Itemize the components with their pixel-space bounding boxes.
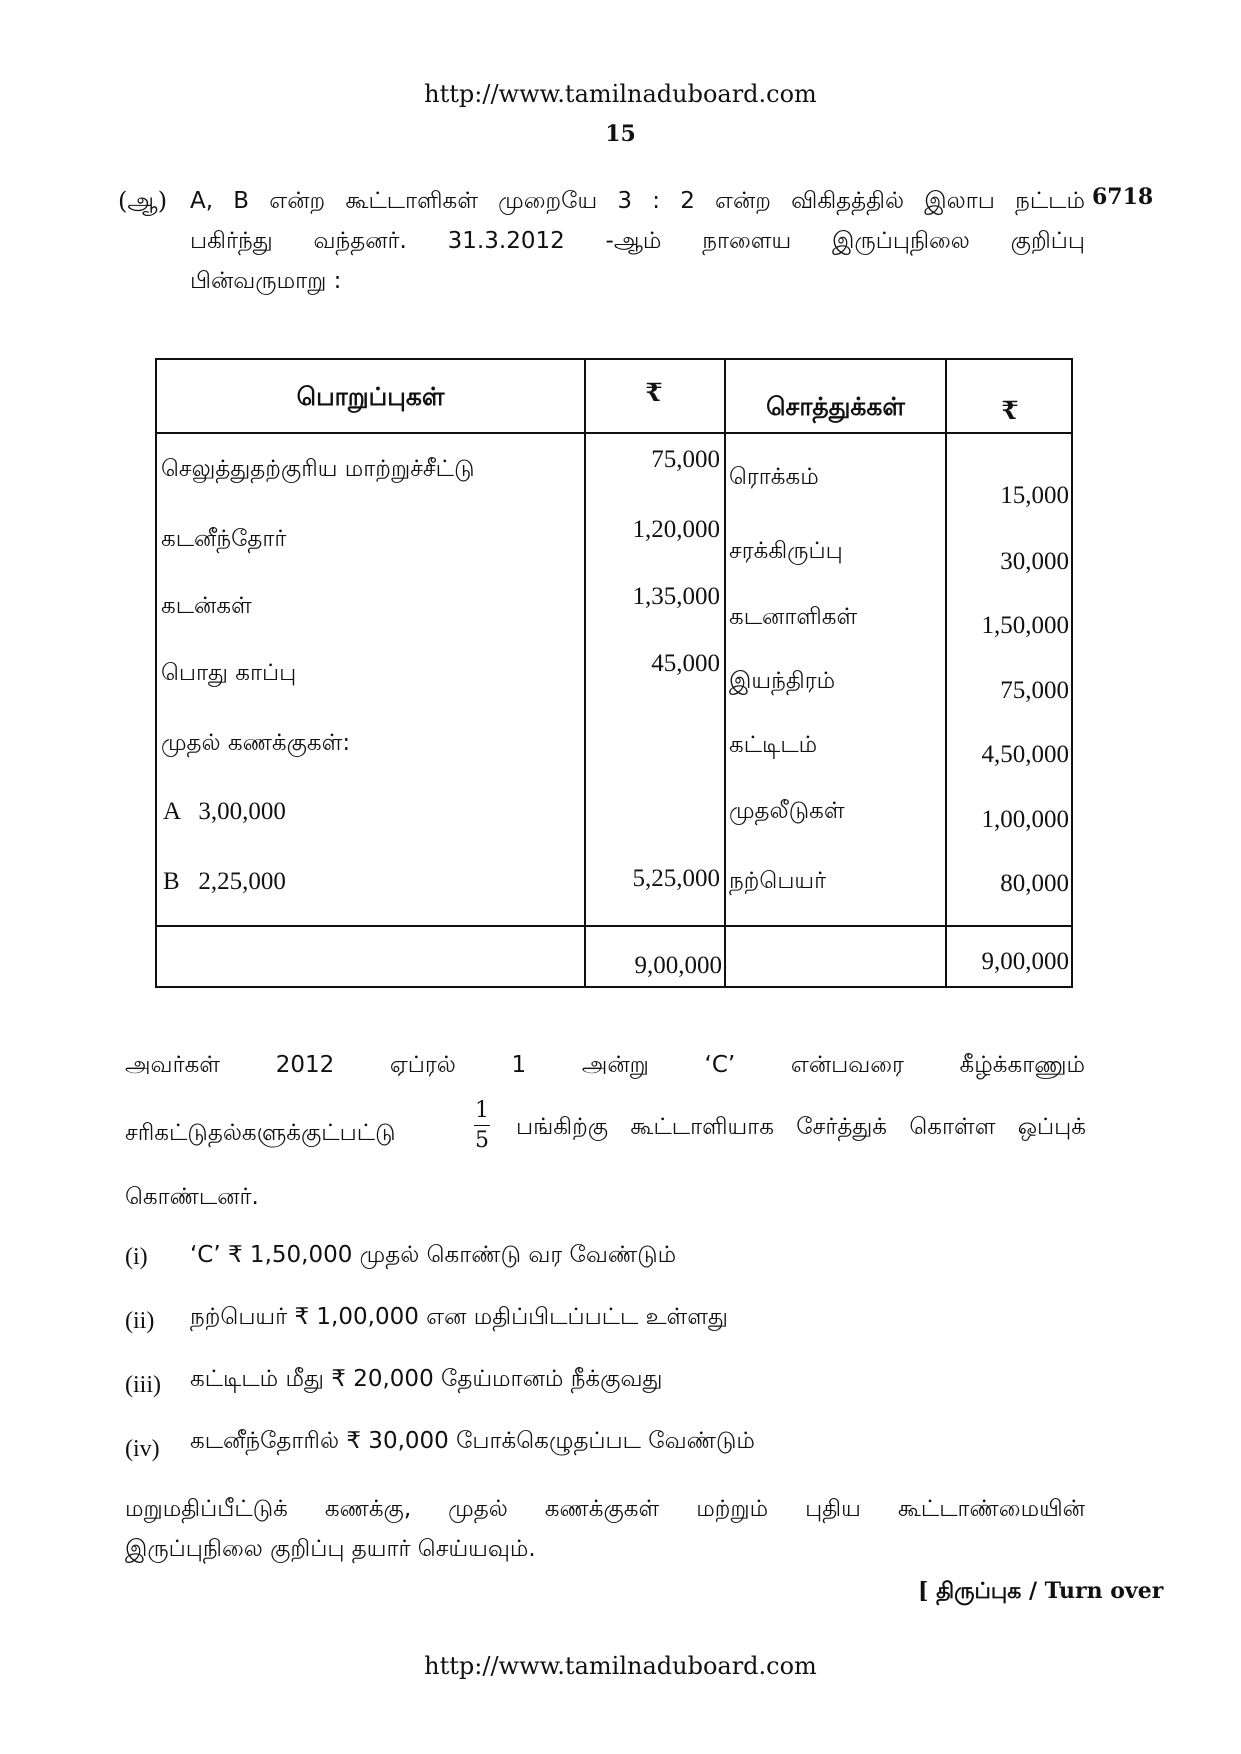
header-url: http://www.tamilnaduboard.com [424, 80, 817, 108]
page-number: 15 [605, 121, 636, 147]
liability-label: B 2,25,000 [163, 868, 286, 895]
asset-label: இயந்திரம் [729, 668, 836, 694]
head-rupee-assets: ₹ [1001, 396, 1019, 425]
balance-sheet-table [155, 358, 1073, 988]
question-intro-line-2: பகிர்ந்து வந்தனர். 31.3.2012 -ஆம் நாளைய இருப்புநிலை குறிப்பு [190, 228, 1085, 254]
asset-amount: 80,000 [1000, 870, 1069, 897]
asset-label: முதலீடுகள் [729, 798, 845, 824]
condition-text: கடனீந்தோரில் ₹ 30,000 போக்கெழுதப்பட வேண்டும் [190, 1428, 755, 1454]
liability-label: கடனீந்தோர் [161, 526, 287, 552]
condition-text: நற்பெயர் ₹ 1,00,000 என மதிப்பிடப்பட்ட உள்ளது [190, 1304, 728, 1330]
closing-line-1: மறுமதிப்பீட்டுக் கணக்கு, முதல் கணக்குகள் மற்றும் புதிய கூட்டாண்மையின் [125, 1496, 1085, 1522]
header-row-divider [157, 432, 1071, 434]
fraction-denominator: 5 [475, 1128, 489, 1153]
asset-label: கட்டிடம் [729, 732, 818, 758]
asset-amount: 75,000 [1000, 677, 1069, 704]
closing-line-2: இருப்புநிலை குறிப்பு தயார் செய்யவும். [125, 1536, 536, 1562]
condition-number: (ii) [125, 1308, 155, 1334]
liability-amount: 75,000 [651, 446, 720, 473]
question-intro-line-1: A, B என்ற கூட்டாளிகள் முறையே 3 : 2 என்ற விகிதத்தில் இலாப நட்டம் [190, 188, 1085, 214]
body-line-3: கொண்டனர். [125, 1184, 259, 1210]
total-row-divider [157, 925, 1071, 927]
asset-amount: 1,00,000 [981, 806, 1069, 833]
asset-amount: 30,000 [1000, 548, 1069, 575]
column-divider [724, 360, 726, 986]
fraction-bar [474, 1125, 490, 1126]
head-rupee-liabilities: ₹ [645, 378, 663, 407]
liability-amount: 5,25,000 [632, 865, 720, 892]
asset-amount: 15,000 [1000, 482, 1069, 509]
liability-label: கடன்கள் [161, 593, 252, 619]
liability-amount: 1,35,000 [632, 583, 720, 610]
body-line-2-after: பங்கிற்கு கூட்டாளியாக சேர்த்துக் கொள்ள ஒப்புக் [516, 1114, 1086, 1140]
condition-text: கட்டிடம் மீது ₹ 20,000 தேய்மானம் நீக்குவது [190, 1366, 663, 1392]
body-line-1: அவர்கள் 2012 ஏப்ரல் 1 அன்று ‘C’ என்பவரை கீழ்க்காணும் [125, 1052, 1085, 1078]
question-intro-line-3: பின்வருமாறு : [190, 268, 342, 294]
total-liabilities: 9,00,000 [634, 952, 722, 979]
head-assets: சொத்துக்கள் [766, 392, 905, 421]
condition-number: (i) [125, 1244, 148, 1270]
head-liabilities: பொறுப்புகள் [296, 382, 445, 411]
question-label: (ஆ) [118, 187, 168, 215]
liability-label: முதல் கணக்குகள்: [161, 730, 351, 756]
asset-amount: 4,50,000 [981, 741, 1069, 768]
turn-over-note: [ திருப்புக / Turn over [918, 1578, 1164, 1604]
liability-label: பொது காப்பு [161, 660, 297, 686]
liability-label: செலுத்துதற்குரிய மாற்றுச்சீட்டு [161, 456, 475, 482]
footer-url: http://www.tamilnaduboard.com [424, 1652, 817, 1680]
liability-label: A 3,00,000 [163, 798, 286, 825]
asset-amount: 1,50,000 [981, 612, 1069, 639]
asset-label: நற்பெயர் [729, 868, 827, 894]
paper-code: 6718 [1092, 184, 1154, 210]
total-assets: 9,00,000 [981, 948, 1069, 975]
condition-number: (iv) [125, 1436, 160, 1462]
condition-text: ‘C’ ₹ 1,50,000 முதல் கொண்டு வர வேண்டும் [190, 1242, 677, 1268]
fraction-numerator: 1 [475, 1098, 489, 1123]
asset-label: கடனாளிகள் [729, 604, 858, 630]
condition-number: (iii) [125, 1372, 161, 1398]
asset-label: ரொக்கம் [729, 464, 819, 490]
body-line-2-before: சரிகட்டுதல்களுக்குட்பட்டு [125, 1120, 396, 1146]
asset-label: சரக்கிருப்பு [729, 538, 843, 564]
fraction-one-fifth [466, 1098, 498, 1153]
liability-amount: 45,000 [651, 650, 720, 677]
liability-amount: 1,20,000 [632, 516, 720, 543]
